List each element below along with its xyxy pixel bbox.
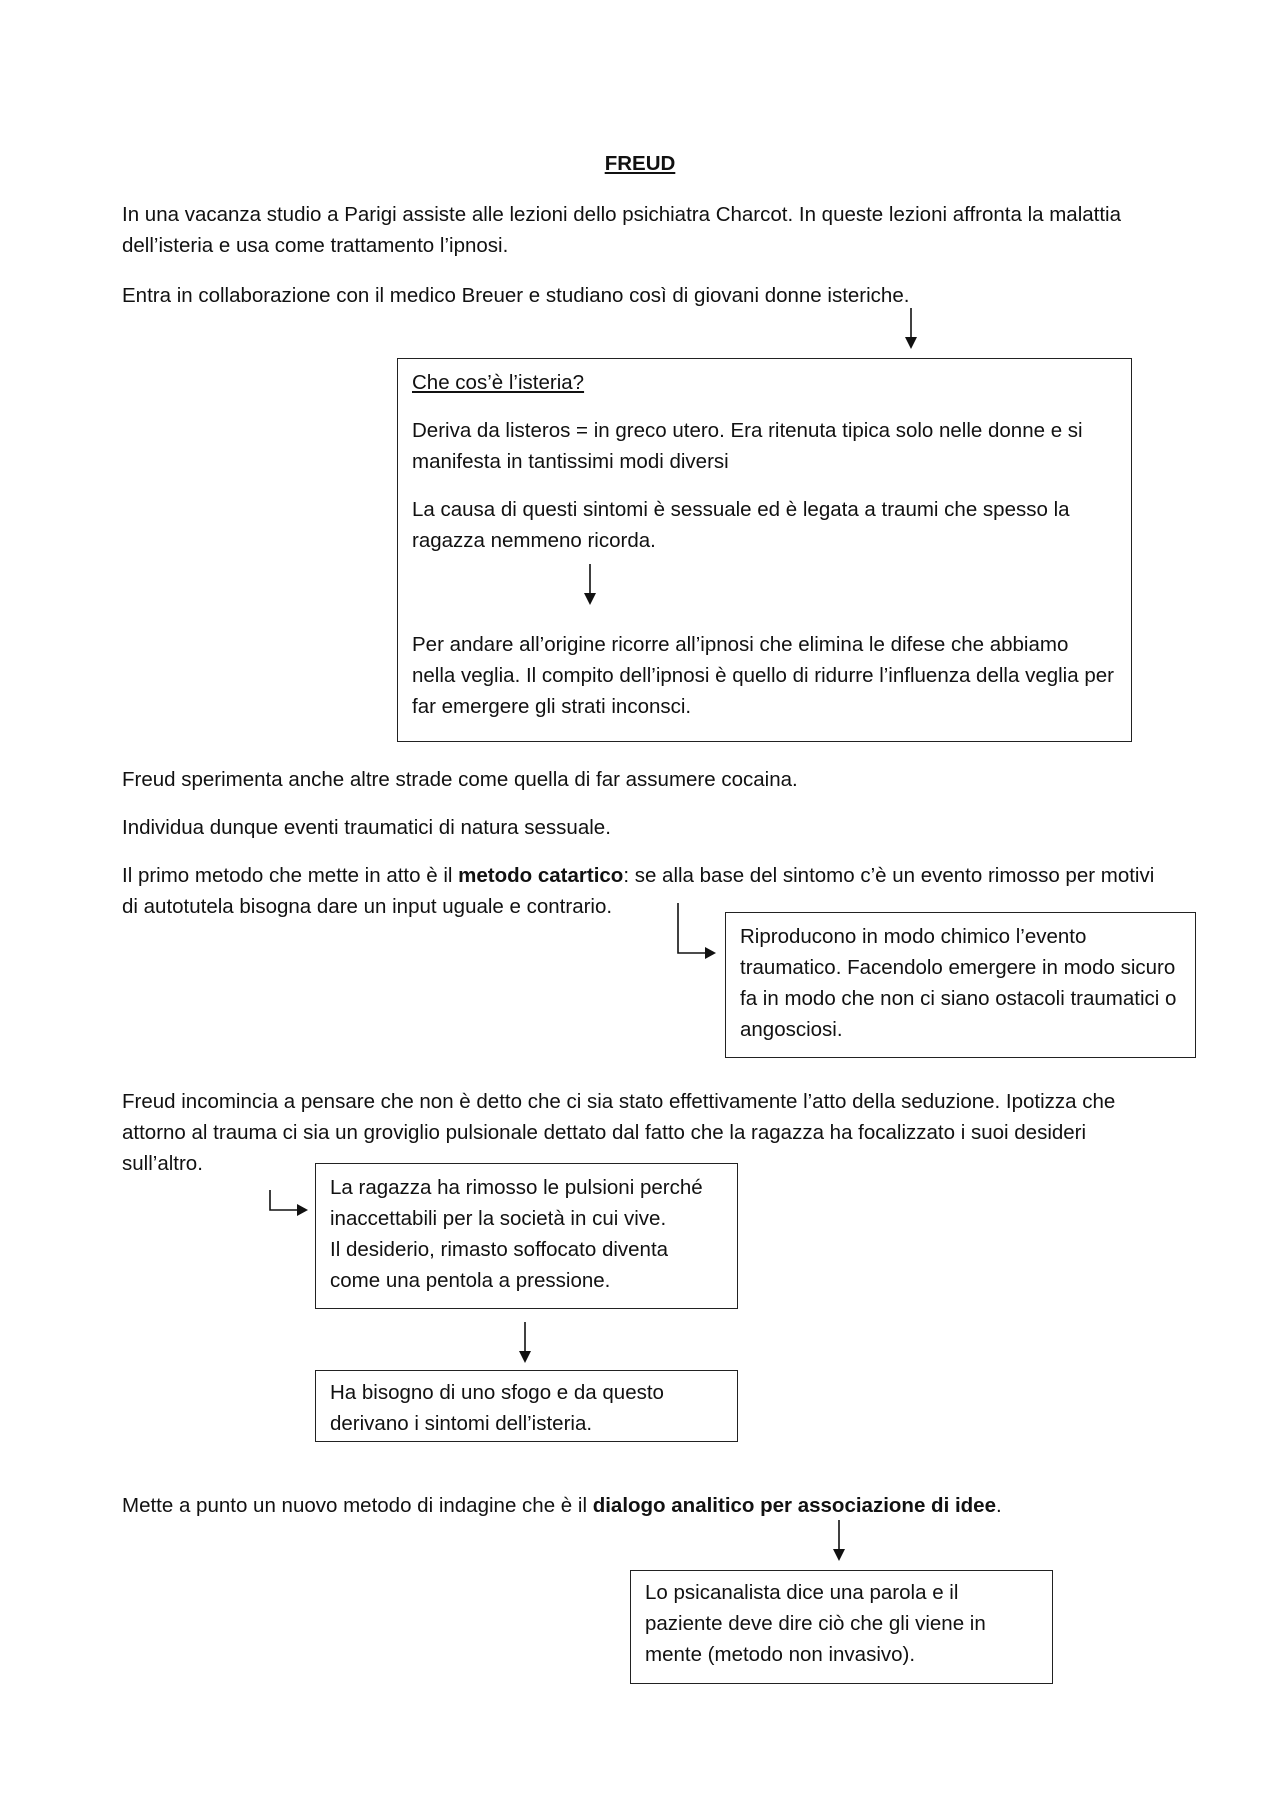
metodo-paragraph (122, 1490, 1172, 1521)
isteria-paragraph-2: La causa di questi sintomi è sessuale ed è legata a traumi che spesso la ragazza nemmeno ricorda. (412, 498, 1070, 552)
metodo-bold: dialogo analitico per associazione di idee (592, 1494, 996, 1517)
isteria-heading: Che cos’è l’isteria? (412, 371, 585, 394)
pulsioni-line-2: Il desiderio, rimasto soffocato diventa come una pentola a pressione. (330, 1238, 669, 1292)
catartico-text-before: Il primo metodo che mette in atto è il (122, 864, 459, 887)
elbow-arrow-icon (262, 1190, 312, 1246)
metodo-text-after: . (995, 1494, 1002, 1517)
intro-paragraph-1: In una vacanza studio a Parigi assiste alle lezioni dello psichiatra Charcot. In queste lezioni affronta la malattia dell’isteria e usa come trattamento l’ipnosi. (122, 203, 1121, 257)
pulsioni-box (315, 1163, 738, 1309)
catartico-text-after: : se alla base del sintomo c’è un evento rimosso per motivi di autotutela bisogna dare un input uguale e contrario. (122, 864, 1155, 918)
seduzione-paragraph: Freud incomincia a pensare che non è detto che ci sia stato effettivamente l’atto della seduzione. Ipotizza che attorno al trauma ci sia un groviglio pulsionale dettato dal fatto che la ragazza ha focalizzato i suoi desideri sull’altro. (122, 1090, 1116, 1175)
catartico-box-text: Riproducono in modo chimico l’evento traumatico. Facendolo emergere in modo sicuro fa in modo che non ci siano ostacoli traumatici o angosciosi. (740, 925, 1177, 1041)
page-title: FREUD (604, 152, 676, 175)
pulsioni-line-1: La ragazza ha rimosso le pulsioni perché inaccettabili per la società in cui vive. (330, 1176, 703, 1230)
intro-paragraph-2: Entra in collaborazione con il medico Breuer e studiano così di giovani donne isteriche. (122, 284, 910, 307)
isteria-paragraph-1: Deriva da listeros = in greco utero. Era ritenuta tipica solo nelle donne e si manifesta in tantissimi modi diversi (412, 419, 1083, 473)
isteria-paragraph-3: Per andare all’origine ricorre all’ipnosi che elimina le difese che abbiamo nella veglia. Il compito dell’ipnosi è quello di ridurre l’influenza della veglia per far emergere gli strati inconsci. (412, 633, 1114, 718)
sfogo-box (315, 1370, 738, 1442)
down-arrow-icon (518, 1322, 532, 1364)
psicanalista-box (630, 1570, 1053, 1684)
down-arrow-icon (832, 1520, 846, 1562)
psicanalista-box-text: Lo psicanalista dice una parola e il paziente deve dire ciò che gli viene in mente (metodo non invasivo). (645, 1581, 986, 1666)
catartico-box (725, 912, 1196, 1058)
catartico-bold: metodo catartico (458, 864, 624, 887)
cocaina-paragraph: Freud sperimenta anche altre strade come quella di far assumere cocaina. (122, 768, 798, 791)
down-arrow-icon (904, 308, 918, 350)
metodo-text-before: Mette a punto un nuovo metodo di indagine che è il (122, 1494, 593, 1517)
elbow-arrow-icon (670, 903, 720, 959)
down-arrow-icon (583, 564, 597, 606)
eventi-paragraph: Individua dunque eventi traumatici di natura sessuale. (122, 816, 611, 839)
isteria-box (397, 358, 1132, 742)
sfogo-box-text: Ha bisogno di uno sfogo e da questo derivano i sintomi dell’isteria. (330, 1381, 664, 1435)
